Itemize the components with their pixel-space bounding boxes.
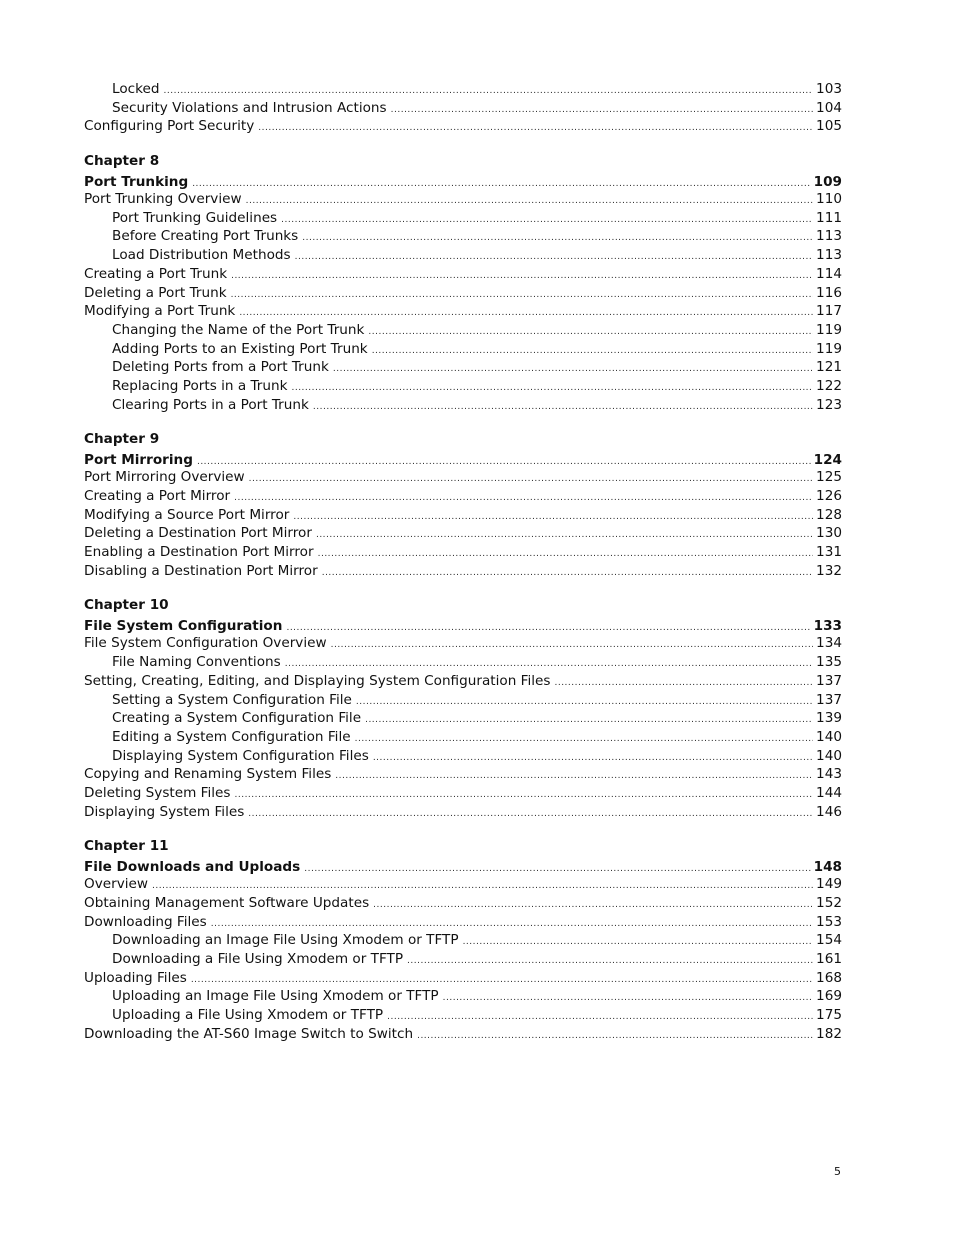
toc-entry-page: 139 (816, 710, 842, 727)
dot-leader (356, 693, 813, 712)
toc-entry-title: Locked (112, 81, 160, 97)
toc-entry-title: Downloading a File Using Xmodem or TFTP (112, 951, 404, 968)
toc-entry[interactable] (84, 99, 842, 118)
dot-leader (331, 636, 813, 655)
toc-entry-page: 137 (816, 691, 842, 708)
toc-entry-title: Downloading an Image File Using Xmodem or TFTP (112, 932, 459, 949)
toc-entry[interactable] (84, 784, 842, 803)
toc-entry-page: 104 (816, 99, 842, 116)
toc-entry-page: 149 (816, 876, 842, 893)
dot-leader (391, 101, 813, 120)
toc-entry-page: 133 (813, 618, 842, 635)
toc-entry-page: 130 (816, 525, 842, 542)
toc-entry-title: Creating a System Configuration File (112, 710, 362, 727)
toc-entry-title: Copying and Renaming System Files (84, 766, 332, 783)
toc-entry-title: Disabling a Destination Port Mirror (84, 562, 318, 579)
chapter-heading: Chapter 9 (84, 431, 160, 448)
toc-entry-page: 114 (816, 265, 842, 282)
toc-entry[interactable] (84, 691, 842, 710)
toc-entry-page: 117 (816, 303, 842, 320)
dot-leader (281, 211, 813, 230)
toc-entry[interactable] (84, 803, 842, 822)
toc-entry[interactable] (84, 562, 842, 581)
dot-leader (286, 620, 810, 636)
toc-entry[interactable] (84, 487, 842, 506)
toc-entry-page: 161 (816, 951, 842, 968)
toc-entry-page: 119 (816, 321, 842, 338)
dot-leader (322, 564, 813, 583)
toc-entry-page: 168 (816, 969, 842, 986)
dot-leader (231, 267, 813, 286)
toc-entry[interactable] (84, 227, 842, 246)
toc-entry-page: 128 (816, 506, 842, 523)
toc-entry[interactable] (84, 894, 842, 913)
toc-entry-page: 121 (816, 359, 842, 376)
toc-chapter-title[interactable] (84, 618, 842, 634)
toc-entry-page: 113 (816, 228, 842, 245)
toc-entry-title: Downloading the AT-S60 Image Switch to Switch (84, 1025, 414, 1042)
dot-leader (335, 767, 813, 786)
toc-entry[interactable] (84, 396, 842, 415)
toc-entry[interactable] (84, 524, 842, 543)
toc-entry[interactable] (84, 634, 842, 653)
toc-entry[interactable] (84, 284, 842, 303)
toc-entry[interactable] (84, 875, 842, 894)
toc-entry-title: Setting, Creating, Editing, and Displaying System Configuration Files (84, 672, 551, 689)
dot-leader (417, 1027, 813, 1046)
dot-leader (313, 398, 813, 417)
toc-entry-page: 109 (813, 174, 842, 191)
toc-entry-title: Setting a System Configuration File (112, 691, 352, 708)
toc-entry[interactable] (84, 377, 842, 396)
dot-leader (373, 896, 813, 915)
toc-entry[interactable] (84, 80, 842, 99)
toc-entry-title: Creating a Port Mirror (84, 488, 231, 504)
toc-entry[interactable] (84, 265, 842, 284)
toc-entry-page: 153 (816, 913, 842, 930)
dot-leader (318, 545, 813, 564)
toc-entry-title: Clearing Ports in a Port Trunk (112, 396, 309, 413)
toc-entry-page: 123 (816, 396, 842, 413)
toc-entry-title: Deleting System Files (84, 784, 231, 801)
toc-entry-title: File System Configuration (84, 618, 283, 635)
toc-entry-title: Displaying System Files (84, 803, 245, 820)
toc-entry-title: Security Violations and Intrusion Actions (112, 99, 387, 116)
dot-leader (197, 454, 811, 470)
toc-entry-page: 169 (816, 988, 842, 1005)
toc-entry-page: 148 (813, 859, 842, 876)
toc-entry[interactable] (84, 653, 842, 672)
toc-entry-page: 119 (816, 340, 842, 357)
toc-entry[interactable] (84, 543, 842, 562)
dot-leader (248, 805, 813, 824)
dot-leader (234, 786, 813, 805)
toc-entry-title: File Downloads and Uploads (84, 859, 301, 876)
dot-leader (554, 674, 813, 693)
toc-entry-title: File Naming Conventions (112, 654, 281, 671)
dot-leader (304, 861, 810, 877)
dot-leader (463, 933, 813, 952)
toc-entry-page: 152 (816, 895, 842, 911)
toc-entry-title: Deleting a Port Trunk (84, 284, 227, 301)
toc-chapter-title[interactable] (84, 174, 842, 190)
dot-leader (295, 248, 813, 267)
toc-entry-title: Enabling a Destination Port Mirror (84, 544, 314, 561)
toc-entry[interactable] (84, 321, 842, 340)
toc-entry-title: Deleting a Destination Port Mirror (84, 525, 312, 542)
toc-entry-title: Displaying System Configuration Files (112, 747, 369, 764)
toc-entry-page: 125 (816, 469, 842, 486)
dot-leader (302, 229, 813, 248)
dot-leader (443, 989, 813, 1008)
toc-entry-page: 143 (816, 766, 842, 783)
toc-entry-page: 126 (816, 488, 842, 504)
toc-entry-page: 113 (816, 247, 842, 264)
toc-entry-page: 140 (816, 728, 842, 745)
toc-entry-page: 132 (816, 562, 842, 579)
toc-entry-title: Adding Ports to an Existing Port Trunk (112, 340, 368, 357)
toc-entry[interactable] (84, 931, 842, 950)
toc-entry-title: Editing a System Configuration File (112, 728, 351, 745)
toc-entry-title: Uploading Files (84, 969, 187, 986)
dot-leader (316, 526, 813, 545)
toc-entry[interactable] (84, 117, 842, 136)
toc-entry[interactable] (84, 246, 842, 265)
toc-entry-title: Uploading an Image File Using Xmodem or TFTP (112, 988, 439, 1005)
dot-leader (291, 379, 813, 398)
dot-leader (231, 286, 813, 305)
toc-entry[interactable] (84, 672, 842, 691)
toc-entry-title: Port Trunking (84, 174, 189, 191)
page-number: 5 (834, 1165, 841, 1178)
toc-entry-title: Port Trunking Overview (84, 191, 242, 208)
toc-entry-title: Before Creating Port Trunks (112, 228, 299, 245)
toc-entry-title: Modifying a Port Trunk (84, 303, 236, 320)
toc-entry[interactable] (84, 506, 842, 525)
toc-chapter-title[interactable] (84, 452, 842, 468)
toc-entry[interactable] (84, 969, 842, 988)
toc-entry[interactable] (84, 468, 842, 487)
toc-entry-title: Obtaining Management Software Updates (84, 895, 370, 911)
dot-leader (387, 1008, 813, 1027)
toc-entry-page: 140 (816, 747, 842, 764)
toc-entry[interactable] (84, 987, 842, 1006)
dot-leader (365, 711, 813, 730)
toc-entry[interactable] (84, 765, 842, 784)
toc-entry-title: Replacing Ports in a Trunk (112, 377, 288, 394)
toc-entry-page: 175 (816, 1007, 842, 1024)
toc-entry-page: 103 (816, 81, 842, 97)
dot-leader (372, 342, 813, 361)
toc-entry-title: Port Mirroring Overview (84, 469, 245, 486)
dot-leader (234, 489, 813, 508)
toc-entry-title: Deleting Ports from a Port Trunk (112, 359, 329, 376)
toc-entry-page: 146 (816, 803, 842, 820)
toc-entry[interactable] (84, 728, 842, 747)
toc-entry-title: Port Mirroring (84, 452, 193, 469)
toc-entry-page: 116 (816, 284, 842, 301)
toc-entry[interactable] (84, 709, 842, 728)
dot-leader (407, 952, 813, 971)
dot-leader (258, 119, 813, 138)
toc-entry-page: 111 (816, 209, 842, 226)
dot-leader (355, 730, 813, 749)
toc-entry-page: 110 (816, 191, 842, 208)
toc-entry-page: 105 (816, 118, 842, 135)
dot-leader (192, 176, 810, 192)
toc-entry-title: Overview (84, 876, 148, 893)
toc-entry-page: 124 (813, 452, 842, 469)
toc-entry[interactable] (84, 340, 842, 359)
toc-entry-page: 182 (816, 1025, 842, 1042)
dot-leader (249, 470, 813, 489)
toc-entry-title: Port Trunking Guidelines (112, 209, 278, 226)
dot-leader (246, 192, 813, 211)
dot-leader (373, 749, 813, 768)
table-of-contents (84, 80, 842, 1044)
toc-entry-title: Modifying a Source Port Mirror (84, 506, 290, 523)
toc-entry-page: 137 (816, 672, 842, 689)
toc-entry-title: File System Configuration Overview (84, 635, 327, 652)
toc-entry-page: 122 (816, 377, 842, 394)
toc-entry-title: Changing the Name of the Port Trunk (112, 321, 365, 338)
toc-entry-title: Configuring Port Security (84, 118, 255, 135)
toc-entry[interactable] (84, 209, 842, 228)
chapter-heading: Chapter 11 (84, 838, 169, 855)
toc-entry[interactable] (84, 913, 842, 932)
toc-entry[interactable] (84, 950, 842, 969)
toc-entry[interactable] (84, 747, 842, 766)
toc-entry-page: 144 (816, 784, 842, 801)
toc-entry-page: 154 (816, 932, 842, 949)
toc-entry-title: Downloading Files (84, 913, 207, 930)
toc-entry-page: 135 (816, 654, 842, 671)
dot-leader (333, 360, 813, 379)
toc-chapter-title[interactable] (84, 859, 842, 875)
toc-entry-title: Creating a Port Trunk (84, 265, 228, 282)
toc-entry-page: 134 (816, 635, 842, 652)
toc-entry[interactable] (84, 1025, 842, 1044)
toc-entry[interactable] (84, 1006, 842, 1025)
dot-leader (293, 508, 813, 527)
toc-entry-title: Load Distribution Methods (112, 247, 291, 264)
dot-leader (368, 323, 813, 342)
toc-entry[interactable] (84, 190, 842, 209)
toc-entry[interactable] (84, 358, 842, 377)
toc-entry-page: 131 (816, 544, 842, 561)
toc-entry[interactable] (84, 302, 842, 321)
chapter-heading: Chapter 8 (84, 153, 160, 170)
chapter-heading: Chapter 10 (84, 597, 169, 614)
toc-entry-title: Uploading a File Using Xmodem or TFTP (112, 1007, 384, 1024)
